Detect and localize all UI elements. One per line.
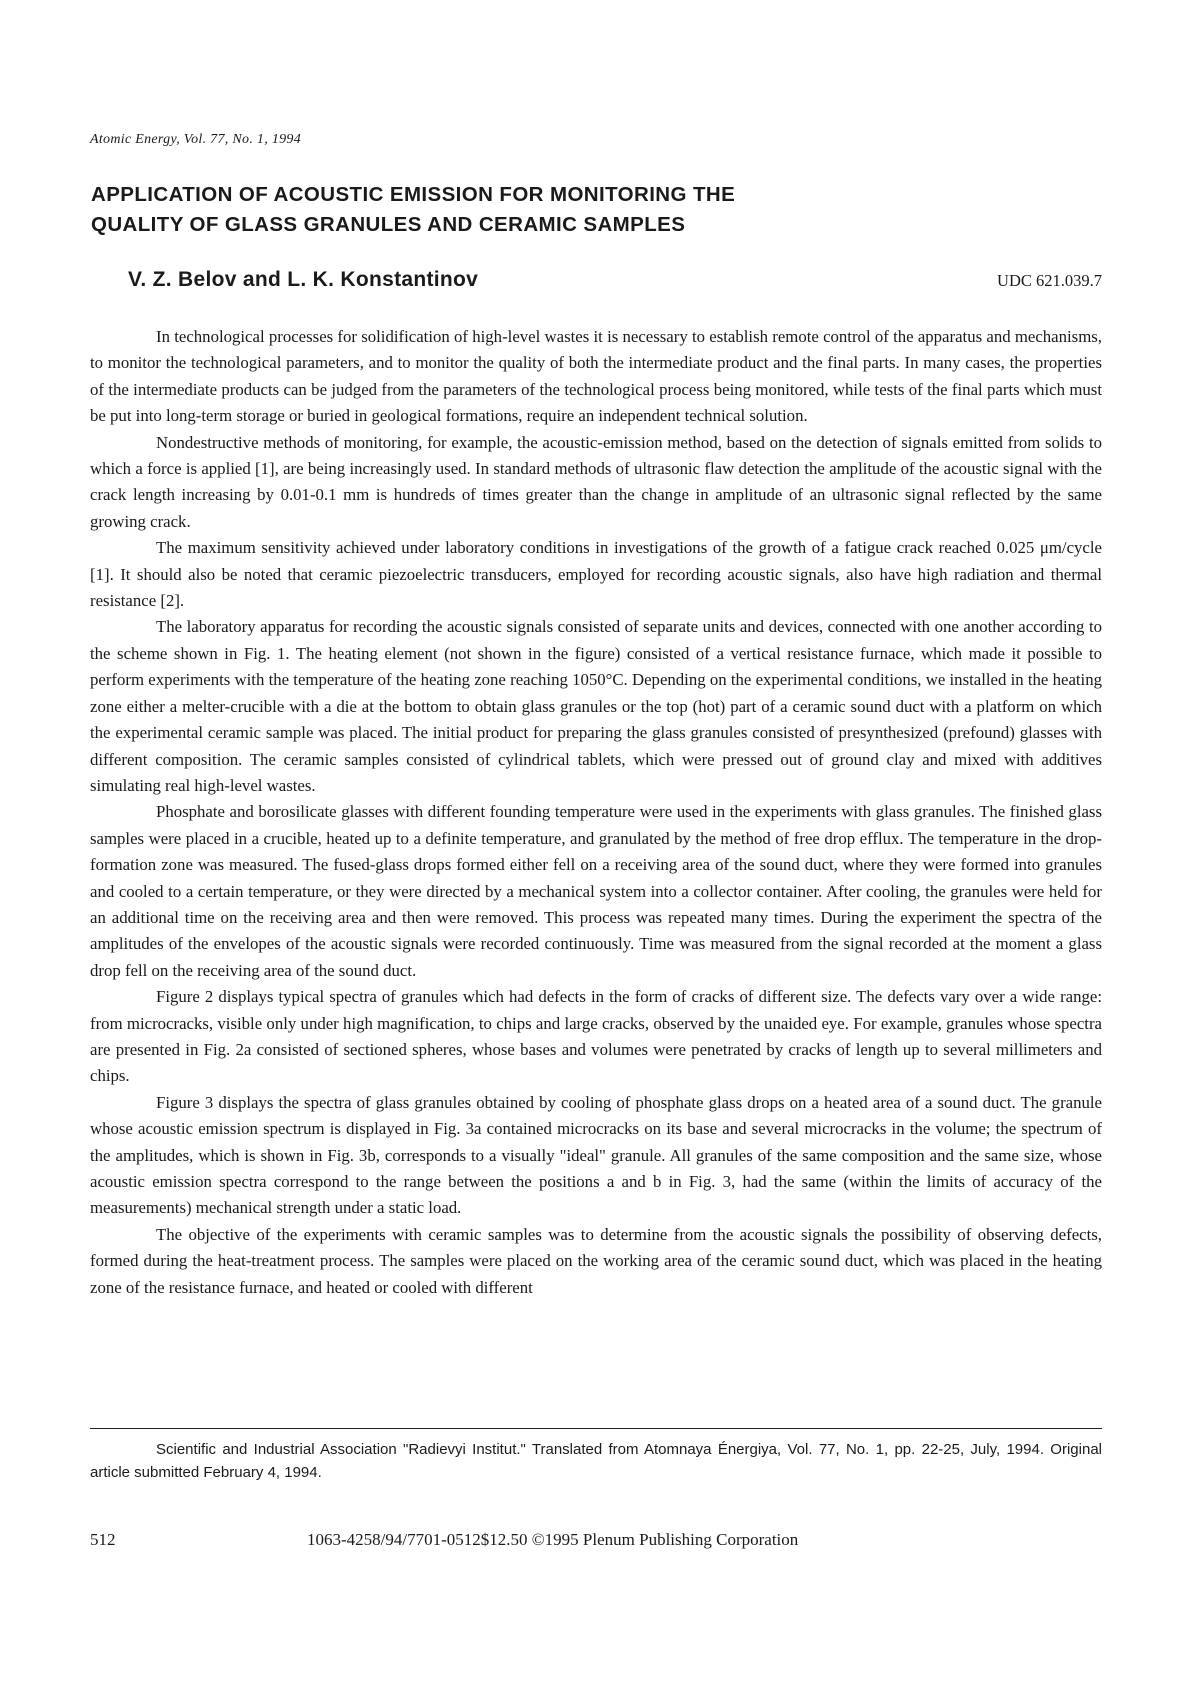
article-title-line-1: APPLICATION OF ACOUSTIC EMISSION FOR MONITORING THE [91,183,736,206]
paragraph-6: Figure 2 displays typical spectra of granules which had defects in the form of cracks of different size. The defects vary over a wide range: from microcracks, visible only under high magnification, to chips and large cracks, observed by the unaided eye. For example, granules whose spectra are presented in Fig. 2a consisted of sectioned spheres, whose bases and volumes were penetrated by cracks of length up to several millimeters and chips. [90,987,1102,1086]
article-body [90,324,1102,1301]
paragraph-4: The laboratory apparatus for recording the acoustic signals consisted of separate units and devices, connected with one another according to the scheme shown in Fig. 1. The heating element (not shown in the figure) consisted of a vertical resistance furnace, which made it possible to perform experiments with the temperature of the heating zone reaching 1050°C. Depending on the experimental conditions, we installed in the heating zone either a melter-crucible with a die at the bottom to obtain glass granules or the top (hot) part of a ceramic sound duct with a platform on which the experimental ceramic sample was placed. The initial product for preparing the glass granules consisted of presynthesized (prefound) glasses with different composition. The ceramic samples consisted of cylindrical tablets, which were pressed out of ground clay and mixed with additives simulating real high-level wastes. [90,617,1102,795]
paragraph-1: In technological processes for solidification of high-level wastes it is necessary to establish remote control of the apparatus and mechanisms, to monitor the technological parameters, and to monitor the quality of both the intermediate product and the final parts. In many cases, the properties of the intermediate products can be judged from the parameters of the technological process being monitored, while tests of the final parts which must be put into long-term storage or buried in geological formations, require an independent technical solution. [90,327,1102,426]
paragraph-5: Phosphate and borosilicate glasses with different founding temperature were used in the experiments with glass granules. The finished glass samples were placed in a crucible, heated up to a definite temperature, and granulated by the method of free drop efflux. The temperature in the drop-formation zone was measured. The fused-glass drops formed either fell on a receiving area of the sound duct, where they were formed into granules and cooled to a certain temperature, or they were directed by a mechanical system into a collector container. After cooling, the granules were held for an additional time on the receiving area and then were removed. This process was repeated many times. During the experiment the spectra of the amplitudes of the envelopes of the acoustic signals were recorded continuously. Time was measured from the signal recorded at the moment a glass drop fell on the receiving area of the sound duct. [90,802,1102,980]
paragraph-2: Nondestructive methods of monitoring, for example, the acoustic-emission method, based on the detection of signals emitted from solids to which a force is applied [1], are being increasingly used. In standard methods of ultrasonic flaw detection the amplitude of the acoustic signal with the crack length increasing by 0.01-0.1 mm is hundreds of times greater than the change in amplitude of an ultrasonic signal reflected by the same growing crack. [90,432,1102,531]
article-title-line-2: QUALITY OF GLASS GRANULES AND CERAMIC SAMPLES [91,213,686,236]
paragraph-8: The objective of the experiments with ceramic samples was to determine from the acoustic signals the possibility of observing defects, formed during the heat-treatment process. The samples were placed on the working area of the ceramic sound duct, which was placed in the heating zone of the resistance furnace, and heated or cooled with different [90,1224,1102,1297]
footnote: Scientific and Industrial Association "Radievyi Institut." Translated from Atomnaya Énergiya, Vol. 77, No. 1, pp. 22-25, July, 1994. Original article submitted February 4, 1994. [90,1441,1102,1481]
paragraph-7: Figure 3 displays the spectra of glass granules obtained by cooling of phosphate glass drops on a heated area of a sound duct. The granule whose acoustic emission spectrum is displayed in Fig. 3a contained microcracks on its base and several microcracks in the volume; the spectrum of the amplitudes, which is shown in Fig. 3b, corresponds to a visually "ideal" granule. All granules of the same composition and the same size, whose acoustic emission spectra correspond to the range between the positions a and b in Fig. 3, had the same (within the limits of accuracy of the measurements) mechanical strength under a static load. [90,1092,1102,1218]
page-number: 512 [90,1530,116,1549]
article-title [91,180,991,240]
journal-reference: Atomic Energy, Vol. 77, No. 1, 1994 [90,132,302,147]
paragraph-3: The maximum sensitivity achieved under laboratory conditions in investigations of the growth of a fatigue crack reached 0.025 μm/cycle [1]. It should also be noted that ceramic piezoelectric transducers, employed for recording acoustic signals, also have high radiation and thermal resistance [2]. [90,538,1102,611]
copyright-line: 1063-4258/94/7701-0512$12.50 ©1995 Plenum Publishing Corporation [307,1530,799,1549]
authors: V. Z. Belov and L. K. Konstantinov [128,268,479,291]
udc-code: UDC 621.039.7 [997,271,1102,290]
footnote-divider [90,1428,1102,1429]
